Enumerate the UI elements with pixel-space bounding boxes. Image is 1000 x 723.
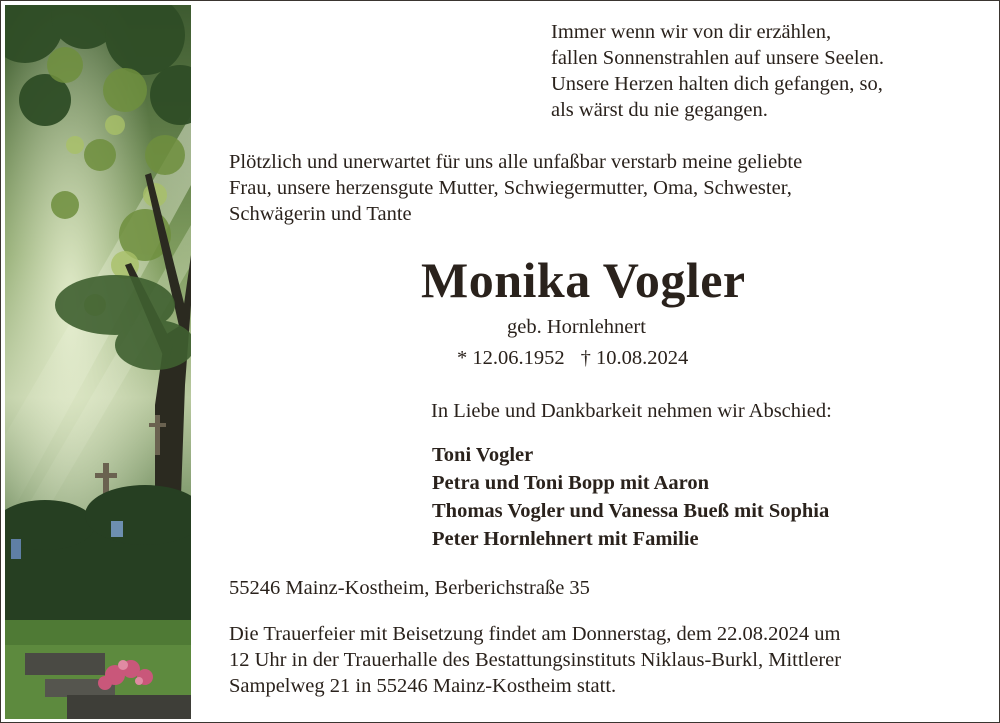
birth-date: * 12.06.1952: [457, 347, 565, 369]
mourner-name: Peter Hornlehnert mit Familie: [432, 528, 699, 550]
announcement-line: Frau, unsere herzensgute Mutter, Schwiegermutter, Oma, Schwester,: [229, 177, 792, 199]
memorial-poem: [551, 19, 884, 123]
mourner-name: Petra und Toni Bopp mit Aaron: [432, 472, 710, 494]
service-line: Die Trauerfeier mit Beisetzung findet am Donnerstag, dem 22.08.2024 um: [229, 623, 841, 645]
poem-line: Unsere Herzen halten dich gefangen, so,: [551, 73, 883, 95]
poem-line: als wärst du nie gegangen.: [551, 99, 768, 121]
poem-line: Immer wenn wir von dir erzählen,: [551, 21, 832, 43]
life-dates: [457, 345, 688, 371]
service-line: 12 Uhr in der Trauerhalle des Bestattungsinstituts Niklaus-Burkl, Mittlerer: [229, 649, 842, 671]
farewell-line: In Liebe und Dankbarkeit nehmen wir Abschied:: [431, 400, 832, 422]
birth-name: geb. Hornlehnert: [507, 316, 646, 338]
announcement-line: Schwägerin und Tante: [229, 203, 412, 225]
notice-text: [1, 1, 1000, 723]
deceased-name: Monika Vogler: [421, 252, 746, 308]
announcement-line: Plötzlich und unerwartet für uns alle unfaßbar verstarb meine geliebte: [229, 151, 803, 173]
poem-line: fallen Sonnenstrahlen auf unsere Seelen.: [551, 47, 885, 69]
mourner-name: Thomas Vogler und Vanessa Bueß mit Sophia: [432, 500, 830, 522]
death-date: † 10.08.2024: [580, 347, 689, 369]
family-address: 55246 Mainz-Kostheim, Berberichstraße 35: [229, 577, 590, 599]
death-announcement: [229, 149, 802, 227]
mourners-list: [432, 441, 829, 553]
funeral-service-info: [229, 621, 841, 699]
service-line: Sampelweg 21 in 55246 Mainz-Kostheim statt.: [229, 675, 617, 697]
mourner-name: Toni Vogler: [432, 444, 534, 466]
